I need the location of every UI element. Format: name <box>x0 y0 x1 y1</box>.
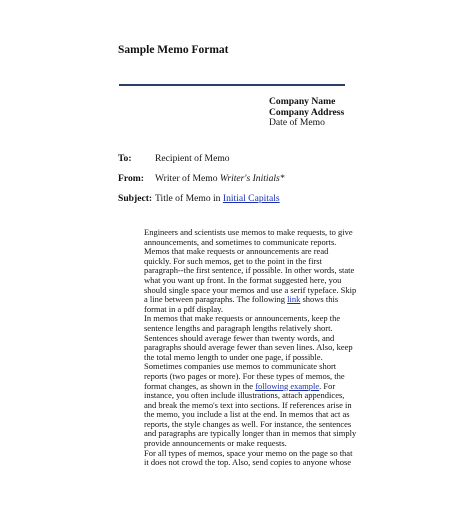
company-address: Company Address <box>269 106 345 118</box>
writer-initials: Writer's Initials* <box>219 173 285 184</box>
memo-heading: Sample Memo Format <box>118 44 229 56</box>
body-text-segment: paragraph--the first sentence, if possible. In other words, state <box>144 265 355 276</box>
field-value-to: Recipient of Memo <box>155 153 230 164</box>
body-text-segment: Sentences should average fewer than twenty words, and <box>144 332 335 343</box>
body-text-segment: and break the memo's text into sections. If references arise in <box>144 399 352 410</box>
company-name: Company Name <box>269 96 336 107</box>
memo-body <box>144 227 357 468</box>
body-text-segment: format changes, as shown in the <box>144 380 256 391</box>
body-text-segment: a line between paragraphs. The following <box>144 294 288 305</box>
body-text-segment: provide announcements or make requests. <box>144 438 287 449</box>
body-text-segment: In memos that make requests or announcements, keep the <box>144 313 341 324</box>
field-label-to: To: <box>118 153 132 164</box>
body-text-segment: what you want up front. In the format suggested here, you <box>144 274 342 285</box>
body-text-segment: format in a pdf display. <box>144 303 223 314</box>
body-text-segment: paragraphs should average fewer than seven lines. Also, keep <box>144 342 353 353</box>
body-link[interactable]: following example <box>255 380 320 391</box>
field-label-subject: Subject: <box>118 193 153 204</box>
body-text-segment: reports, the style changes as well. For instance, the sentences <box>144 418 352 429</box>
memo-date: Date of Memo <box>269 117 325 129</box>
body-text-segment: quickly. For such memos, get to the point in the first <box>144 255 322 266</box>
body-text-segment: shows this <box>300 294 339 305</box>
header-rule <box>119 84 345 86</box>
body-text-segment: and paragraphs are typically longer than in memos that simply <box>144 428 357 439</box>
field-value-from: Writer of Memo Writer's Initials* <box>155 173 285 184</box>
field-value-subject: Title of Memo in Initial Capitals <box>155 193 280 204</box>
body-text-segment: Memos that make requests or announcements are read <box>144 246 329 257</box>
body-text-segment: it does not crowd the top. Also, send copies to anyone whose <box>144 457 352 468</box>
body-text-segment: Engineers and scientists use memos to make requests, to give <box>144 227 353 237</box>
body-text-segment: the total memo length to under one page, if possible. <box>144 351 323 362</box>
body-text-segment: . For <box>319 380 336 391</box>
body-text-segment: Sometimes companies use memos to communicate short <box>144 361 337 372</box>
body-text-segment: reports (two pages or more). For these types of memos, the <box>144 370 345 381</box>
body-line <box>144 458 352 468</box>
body-text-segment: sentence lengths and paragraph lengths relatively short. <box>144 322 333 333</box>
body-text-segment: announcements, and sometimes to communicate reports. <box>144 236 337 247</box>
body-text-segment: instance, you often include illustrations, attach appendices, <box>144 390 345 401</box>
body-text-segment: the memo, you include a list at the end. In memos that act as <box>144 409 350 420</box>
body-text-segment: should single space your memos and use a serif typeface. Skip <box>144 284 357 295</box>
initial-capitals-link[interactable]: Initial Capitals <box>222 193 280 204</box>
body-text-segment: For all types of memos, space your memo on the page so that <box>144 447 353 458</box>
body-link[interactable]: link <box>287 294 301 305</box>
company-block <box>269 97 344 129</box>
field-label-from: From: <box>118 173 144 184</box>
